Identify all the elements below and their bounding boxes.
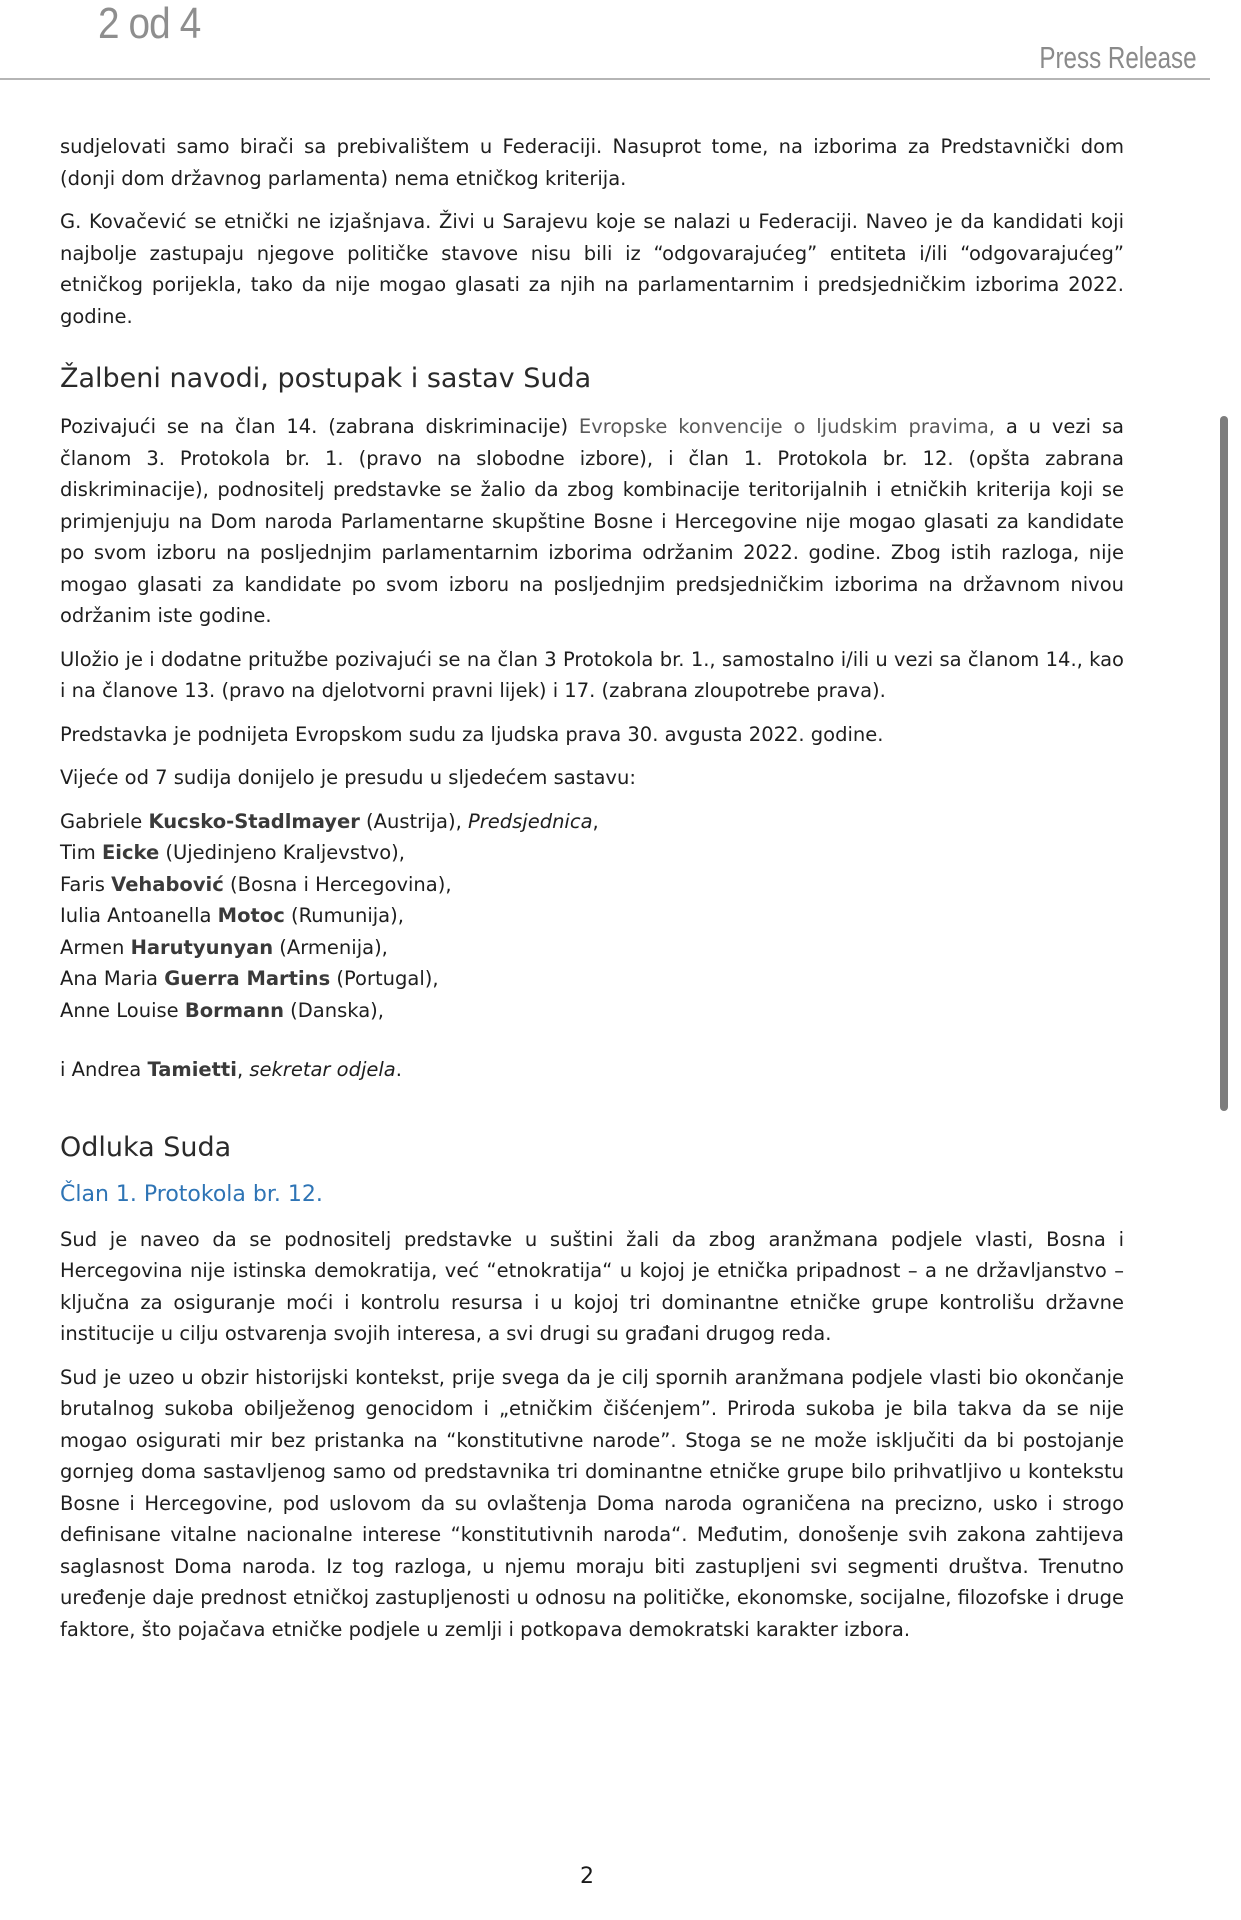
complaints-paragraph-1: Pozivajući se na član 14. (zabrana diskriminacije) Evropske konvencije o ljudskim pravima, a u vezi sa članom 3. Protokola br. 1. (pravo na slobodne izbore), i član 1. Protokola br. 12. (opšta zabrana diskriminacije), podnositelj predstavke se žalio da zbog kombinacije teritorijalnih i etničkih kriterija koji se primjenjuju na Dom naroda Parlamentarne skupštine Bosne i Hercegovine nije mogao glasati za kandidate po svom izboru na posljednjim parlamentarnim izborima održanim 2022. godine. Zbog istih razloga, nije mogao glasati za kandidate po svom izboru na posljednjim predsjedničkim izborima na državnom nivou održanim iste godine. xyxy=(60,415,1124,627)
subheading-article: Član 1. Protokola br. 12. xyxy=(60,1181,323,1207)
judge-entry: Gabriele Kucsko-Stadlmayer (Austrija), Predsjednica, xyxy=(60,809,599,833)
document-body xyxy=(60,131,1124,1657)
judges-list xyxy=(60,806,1124,1027)
judge-entry: Faris Vehabović (Bosna i Hercegovina), xyxy=(60,872,452,896)
registrar-entry: i Andrea Tamietti, sekretar odjela. xyxy=(60,1058,402,1081)
convention-link[interactable]: Evropske konvencije o ljudskim pravima, xyxy=(578,415,995,438)
chamber-intro: Vijeće od 7 sudija donijelo je presudu u sljedećem sastavu: xyxy=(60,766,636,789)
section-heading-decision: Odluka Suda xyxy=(60,1131,232,1163)
intro-paragraph-1: sudjelovati samo birači sa prebivalištem u Federaciji. Nasuprot tome, na izborima za Predstavnički dom (donji dom državnog parlamenta) nema etničkog kriterija. xyxy=(60,135,1124,190)
intro-paragraph-2: G. Kovačević se etnički ne izjašnjava. Živi u Sarajevu koje se nalazi u Federaciji. Naveo je da kandidati koji najbolje zastupaju njegove političke stavove nisu bili iz “odgovarajućeg” entiteta i/ili “odgovarajućeg” etničkog porijekla, tako da nije mogao glasati za njih na parlamentarnim i predsjedničkim izborima 2022. godine. xyxy=(60,210,1124,328)
page-number: 2 xyxy=(580,1864,594,1889)
document-type-label: Press Release xyxy=(1039,40,1197,75)
decision-paragraph-1: Sud je naveo da se podnositelj predstavke u suštini žali da zbog aranžmana podjele vlasti, Bosna i Hercegovina nije istinska demokratija, već “etnokratija“ u kojoj je etnička pripadnost – a ne državljanstvo – ključna za osiguranje moći i kontrolu resursa i u kojoj tri dominantne etničke grupe kontrolišu državne institucije u cilju ostvarenja svojih interesa, a svi drugi su građani drugog reda. xyxy=(60,1227,1124,1345)
judge-entry: Anne Louise Bormann (Danska), xyxy=(60,998,384,1022)
header-divider xyxy=(0,78,1210,80)
decision-paragraph-2: Sud je uzeo u obzir historijski kontekst, prije svega da je cilj spornih aranžmana podjele vlasti bio okončanje brutalnog sukoba obilježenog genocidom i „etničkim čišćenjem”. Priroda sukoba je bila takva da se nije mogao osigurati mir bez pristanka na “konstitutivne narode”. Stoga se ne može isključiti da bi postojanje gornjeg doma sastavljenog samo od predstavnika tri dominantne etničke grupe bilo prihvatljivo u kontekstu Bosne i Hercegovine, pod uslovom da su ovlaštenja Doma naroda ograničena na precizno, usko i strogo definisane vitalne nacionalne interese “konstitutivnih naroda“. Međutim, donošenje svih zakona zahtijeva saglasnost Doma naroda. Iz tog razloga, u njemu moraju biti zastupljeni svi segmenti društva. Trenutno uređenje daje prednost etničkoj zastupljenosti u odnosu na političke, ekonomske, socijalne, filozofske i druge faktore, što pojačava etničke podjele u zemlji i potkopava demokratski karakter izbora. xyxy=(60,1365,1124,1641)
judge-entry: Iulia Antoanella Motoc (Rumunija), xyxy=(60,904,404,927)
complaints-paragraph-2: Uložio je i dodatne pritužbe pozivajući se na član 3 Protokola br. 1., samostalno i/ili u vezi sa članom 14., kao i na članove 13. (pravo na djelotvorni pravni lijek) i 17. (zabrana zloupotrebe prava). xyxy=(60,647,1124,702)
judge-entry: Armen Harutyunyan (Armenija), xyxy=(60,935,388,959)
judge-entry: Ana Maria Guerra Martins (Portugal), xyxy=(60,967,439,990)
vertical-scrollbar[interactable] xyxy=(1220,416,1228,1111)
judge-entry: Tim Eicke (Ujedinjeno Kraljevstvo), xyxy=(60,841,405,864)
complaints-paragraph-3: Predstavka je podnijeta Evropskom sudu za ljudska prava 30. avgusta 2022. godine. xyxy=(60,722,884,746)
page-indicator: 2 od 4 xyxy=(98,0,201,48)
section-heading-complaints: Žalbeni navodi, postupak i sastav Suda xyxy=(60,363,592,394)
